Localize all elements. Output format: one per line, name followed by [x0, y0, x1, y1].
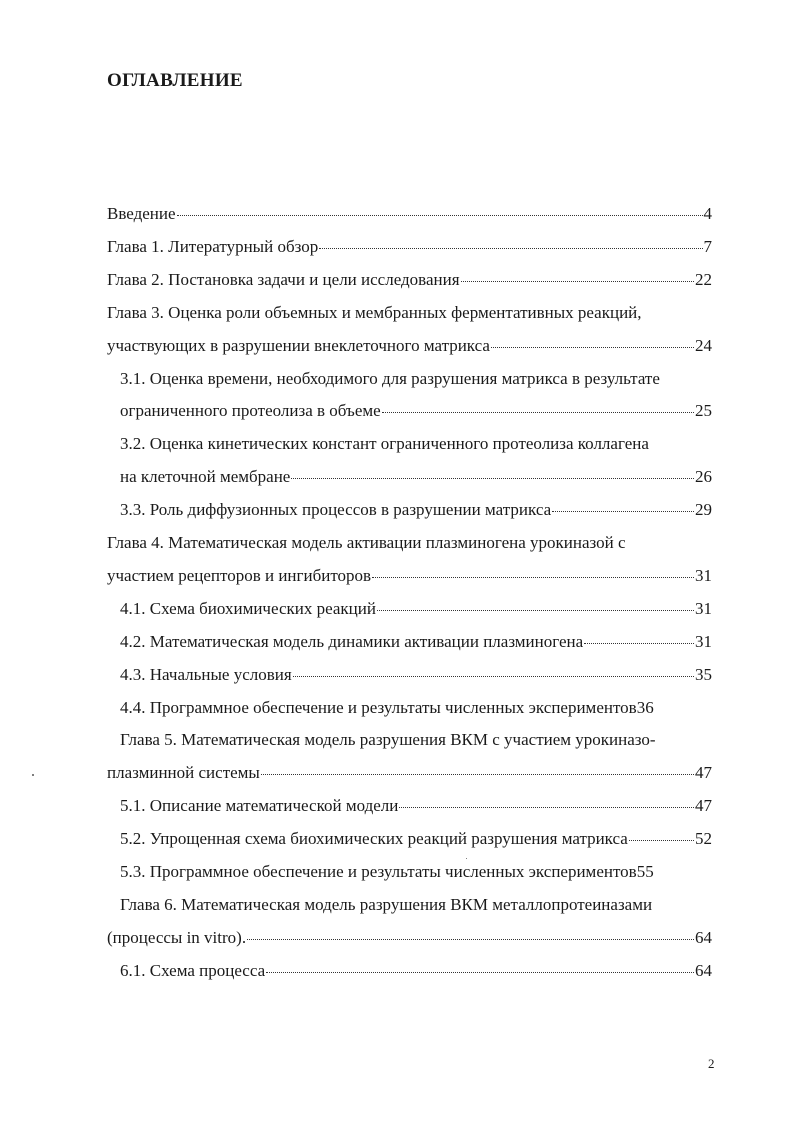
- toc-leader-dots: [372, 577, 694, 578]
- toc-leader-dots: [629, 840, 694, 841]
- toc-entry-title: плазминной системы: [107, 763, 260, 783]
- toc-entry-page: 7: [703, 236, 712, 256]
- toc-entry-page: 52: [695, 829, 712, 849]
- toc-entry-page: 29: [695, 500, 712, 520]
- toc-entry: [107, 236, 712, 258]
- toc-entry-page: 26: [695, 467, 712, 487]
- toc-leader-dots: [291, 478, 694, 479]
- toc-entry-title: на клеточной мембране: [120, 467, 291, 487]
- toc-entry-title: Глава 3. Оценка роли объемных и мембранных ферментативных реакций,: [107, 302, 642, 322]
- toc-entry-title: участием рецепторов и ингибиторов: [107, 565, 372, 585]
- toc-entry-title: 5.1. Описание математической модели: [120, 796, 399, 816]
- toc-entry: [107, 532, 712, 554]
- toc-entry: [107, 927, 712, 949]
- toc-entry: [120, 795, 712, 817]
- toc-entry-title: 3.1. Оценка времени, необходимого для разрушения матрикса в результате: [120, 368, 660, 388]
- toc-entry: [120, 466, 712, 488]
- toc-entry: [120, 664, 712, 686]
- toc-entry-page: 31: [695, 565, 712, 585]
- toc-entry-title: 5.3. Программное обеспечение и результаты численных экспериментов55: [120, 862, 654, 881]
- toc-entry-page: 31: [695, 598, 712, 618]
- toc-entry-title: Глава 5. Математическая модель разрушения ВКМ с участием урокиназо-: [120, 730, 656, 750]
- toc-entry-page: 31: [695, 631, 712, 651]
- toc-leader-dots: [377, 610, 694, 611]
- toc-entry-title: Глава 2. Постановка задачи и цели исследования: [107, 269, 460, 289]
- toc-entry-title: 3.2. Оценка кинетических констант ограниченного протеолиза коллагена: [120, 434, 649, 454]
- toc-leader-dots: [266, 972, 694, 973]
- toc-entry-page: 4: [703, 204, 712, 223]
- toc-entry-page: 22: [695, 269, 712, 289]
- toc-entry: [120, 960, 712, 982]
- toc-entry-page: 35: [695, 664, 712, 684]
- toc-entry-title: (процессы in vitro).: [107, 927, 247, 947]
- toc-leader-dots: [177, 215, 703, 216]
- toc-entry-title: Глава 4. Математическая модель активации плазминогена урокиназой с: [107, 533, 626, 552]
- toc-entry: [120, 631, 712, 653]
- page-number: 2: [708, 1056, 715, 1071]
- toc-entry: [107, 335, 712, 357]
- toc-entry: [120, 368, 712, 390]
- toc-entry: [120, 894, 712, 916]
- toc-leader-dots: [552, 511, 694, 512]
- toc-leader-dots: [584, 643, 694, 644]
- toc-entry-title: 4.3. Начальные условия: [120, 664, 292, 684]
- scan-speck: [32, 774, 34, 776]
- toc-heading: ОГЛАВЛЕНИЕ: [107, 70, 243, 91]
- toc-leader-dots: [293, 676, 694, 677]
- toc-entry-title: 5.2. Упрощенная схема биохимических реакций разрушения матрикса: [120, 829, 628, 849]
- toc-entry: [120, 861, 712, 883]
- toc-entry-title: 6.1. Схема процесса: [120, 960, 266, 980]
- toc-leader-dots: [491, 347, 694, 348]
- toc-entry-page: 64: [695, 927, 712, 947]
- toc-entry: [107, 269, 712, 291]
- toc-entry-title: Глава 1. Литературный обзор: [107, 236, 319, 256]
- toc-entry: [120, 598, 712, 620]
- toc-entry-title: 3.3. Роль диффузионных процессов в разрушении матрикса: [120, 500, 552, 520]
- toc-leader-dots: [399, 807, 694, 808]
- toc-entry-title: 4.4. Программное обеспечение и результаты численных экспериментов36: [120, 697, 654, 717]
- toc-leader-dots: [319, 248, 702, 249]
- toc-entry-page: 47: [695, 796, 712, 816]
- toc-entry-title: Введение: [107, 204, 176, 223]
- toc-entry-page: 24: [695, 335, 712, 355]
- toc-entry-title: ограниченного протеолиза в объеме: [120, 401, 381, 421]
- toc-entry-title: участвующих в разрушении внеклеточного матрикса: [107, 335, 490, 355]
- toc-entry: [107, 203, 712, 225]
- toc-entry: [107, 762, 712, 784]
- toc-entry: [107, 302, 712, 324]
- toc-entry-title: 4.2. Математическая модель динамики активации плазминогена: [120, 631, 584, 651]
- toc-entry-page: 25: [695, 401, 712, 421]
- toc-entry-title: Глава 6. Математическая модель разрушения ВКМ металлопротеиназами: [120, 894, 653, 914]
- toc-leader-dots: [261, 774, 694, 775]
- toc-entry: [120, 400, 712, 422]
- toc-entry-title: 4.1. Схема биохимических реакций: [120, 598, 376, 618]
- toc-leader-dots: [382, 412, 694, 413]
- toc-entry-page: 64: [695, 960, 712, 980]
- toc-entry: [120, 828, 712, 850]
- toc-entry: [120, 729, 712, 751]
- toc-entry: [107, 565, 712, 587]
- scan-speck: [466, 858, 467, 859]
- toc-entry: [120, 697, 712, 719]
- toc-entry-page: 47: [695, 763, 712, 783]
- toc-entry: [120, 499, 712, 521]
- toc-entry: [120, 433, 712, 455]
- toc-leader-dots: [461, 281, 694, 282]
- toc-leader-dots: [247, 939, 694, 940]
